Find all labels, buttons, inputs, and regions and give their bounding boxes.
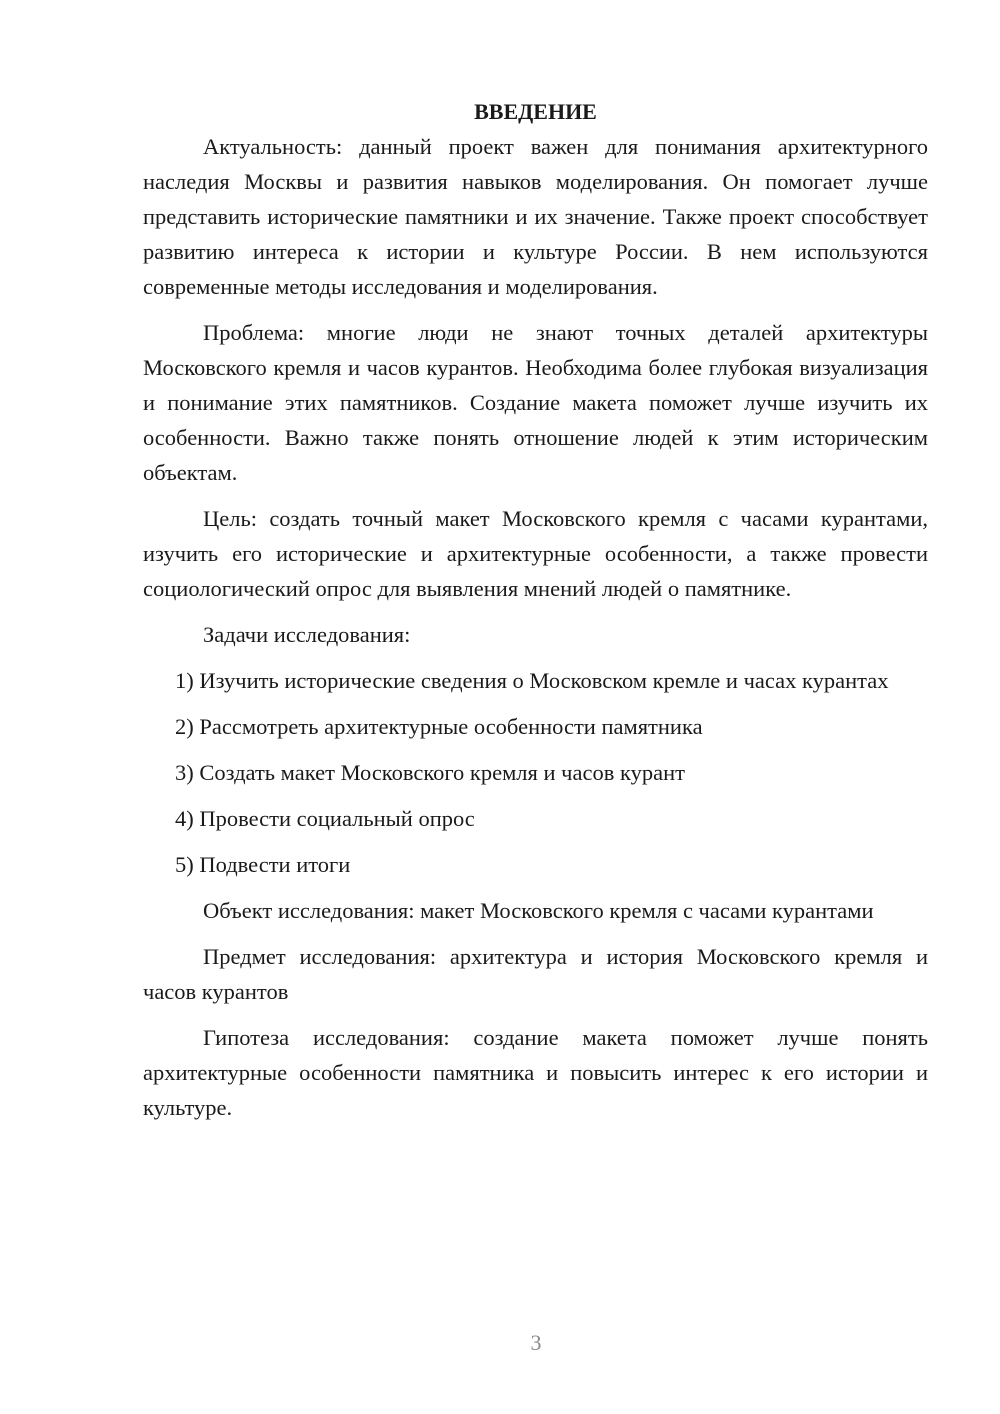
paragraph-subject: Предмет исследования: архитектура и история Московского кремля и часов курантов — [143, 944, 928, 1004]
task-item-4: 4) Провести социальный опрос — [175, 806, 475, 831]
paragraph-goal: Цель: создать точный макет Московского кремля с часами курантами, изучить его исторические и архитектурные особенности, а также провести социологический опрос для выявления мнений людей о памятнике. — [143, 506, 928, 601]
task-item-1: 1) Изучить исторические сведения о Московском кремле и часах курантах — [175, 668, 889, 693]
task-item-3: 3) Создать макет Московского кремля и часов курант — [175, 760, 685, 785]
section-title: ВВЕДЕНИЕ — [474, 99, 597, 124]
paragraph-object: Объект исследования: макет Московского кремля с часами курантами — [203, 898, 874, 923]
page-number: 3 — [530, 1330, 542, 1355]
paragraph-problem: Проблема: многие люди не знают точных деталей архитектуры Московского кремля и часов курантов. Необходима более глубокая визуализация и понимание этих памятников. Создание макета поможет лучше изучить их особенности. Важно также понять отношение людей к этим историческим объектам. — [143, 320, 928, 485]
tasks-heading: Задачи исследования: — [203, 622, 411, 647]
task-item-2: 2) Рассмотреть архитектурные особенности памятника — [175, 714, 703, 739]
paragraph-hypothesis: Гипотеза исследования: создание макета поможет лучше понять архитектурные особенности памятника и повысить интерес к его истории и культуре. — [143, 1025, 928, 1120]
document-page — [143, 95, 928, 1125]
task-item-5: 5) Подвести итоги — [175, 852, 351, 877]
paragraph-relevance: Актуальность: данный проект важен для понимания архитектурного наследия Москвы и развития навыков моделирования. Он помогает лучше представить исторические памятники и их значение. Также проект способствует развитию интереса к истории и культуре России. В нем используются современные методы исследования и моделирования. — [143, 134, 928, 299]
